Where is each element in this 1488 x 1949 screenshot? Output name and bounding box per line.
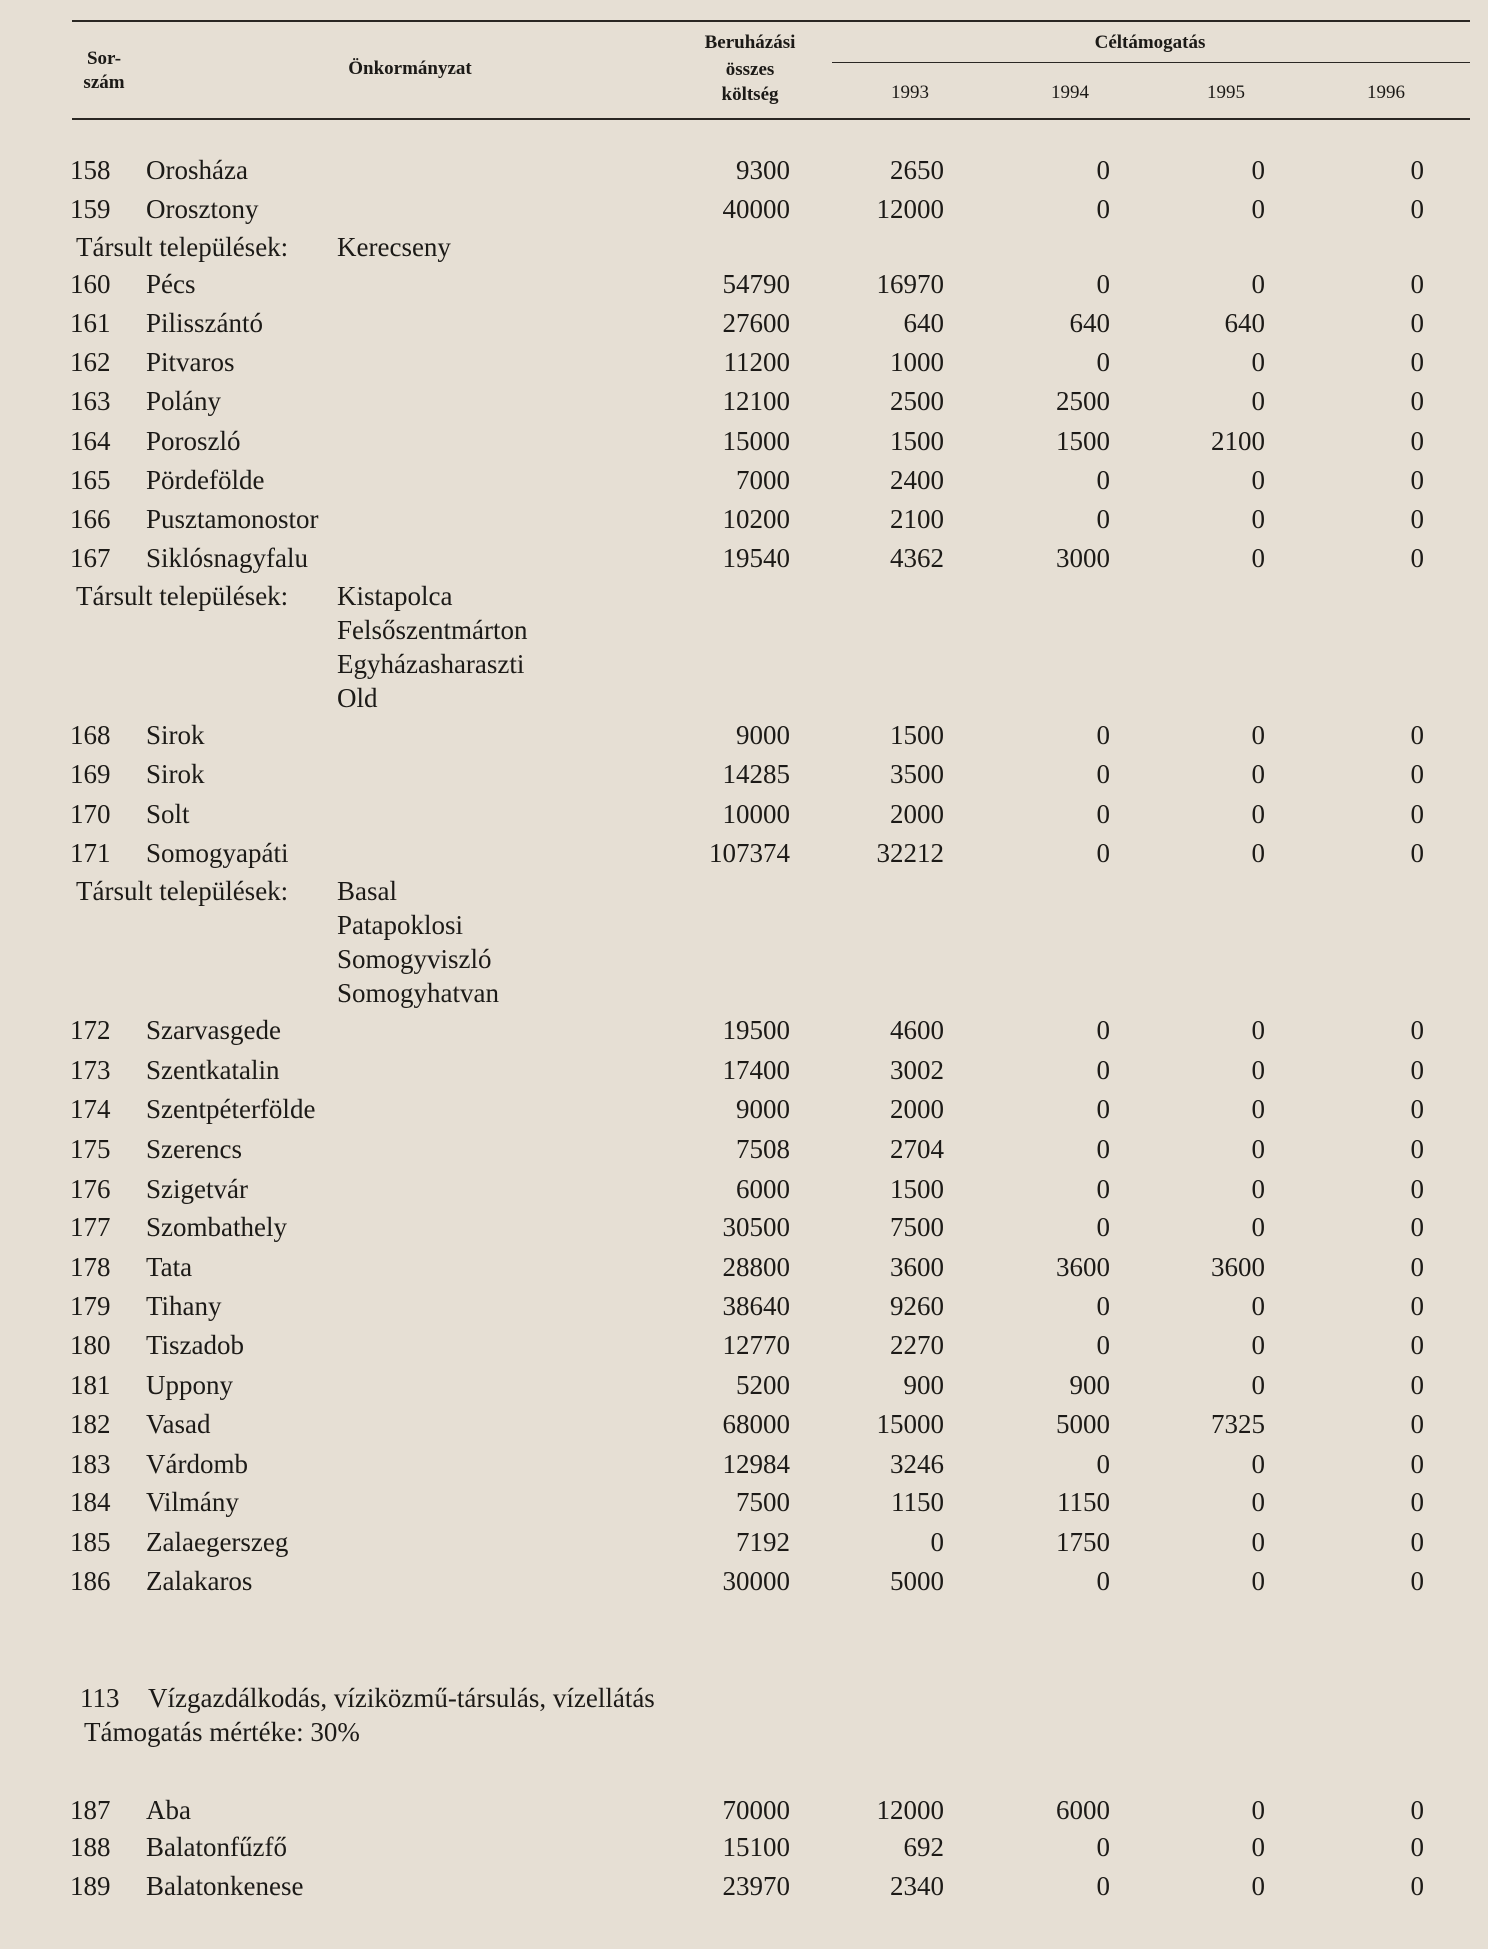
grant-1994: 5000 [1056,1409,1110,1439]
grant-1993: 4362 [890,543,944,573]
grant-1994: 0 [1096,720,1110,750]
grant-1996: 0 [1410,1871,1424,1901]
total-cost: 14285 [722,759,790,789]
grant-1995: 0 [1251,386,1265,416]
grant-1995: 0 [1251,759,1265,789]
grant-1993: 2650 [890,155,944,185]
row-number: 166 [70,504,111,534]
total-cost: 40000 [722,194,790,224]
grant-1995: 640 [1224,308,1265,338]
grant-1993: 3600 [890,1252,944,1282]
grant-1994: 2500 [1056,386,1110,416]
grant-1995: 0 [1251,1174,1265,1204]
grant-1996: 0 [1410,799,1424,829]
associated-settlement: Kistapolca [337,581,453,611]
row-number: 181 [70,1370,111,1400]
municipality-name: Pitvaros [146,347,235,377]
grant-1993: 12000 [876,194,944,224]
grant-1994: 1750 [1056,1527,1110,1557]
grant-1995: 0 [1251,1795,1265,1825]
grant-1993: 5000 [890,1566,944,1596]
total-cost: 70000 [722,1795,790,1825]
grant-1996: 0 [1410,347,1424,377]
grant-1994: 0 [1096,465,1110,495]
grant-1994: 0 [1096,194,1110,224]
grant-1994: 6000 [1056,1795,1110,1825]
municipality-name: Sirok [146,759,205,789]
total-cost: 10200 [722,504,790,534]
municipality-name: Orosztony [146,194,259,224]
grant-1994: 0 [1096,1566,1110,1596]
grant-1994: 1500 [1056,426,1110,456]
municipality-name: Szarvasgede [146,1015,281,1045]
municipality-name: Pécs [146,269,196,299]
section-title: Vízgazdálkodás, víziközmű-társulás, vízellátás [148,1683,655,1713]
municipality-name: Orosháza [146,155,248,185]
header-beruhazasi-3: költség [721,84,779,105]
associated-settlement: Basal [337,876,397,906]
grant-1994: 0 [1096,838,1110,868]
grant-1994: 900 [1069,1370,1110,1400]
grant-1993: 16970 [876,269,944,299]
municipality-name: Pilisszántó [146,308,264,338]
row-number: 171 [70,838,111,868]
total-cost: 5200 [736,1370,790,1400]
grant-1994: 640 [1069,308,1110,338]
grant-1996: 0 [1410,308,1424,338]
municipality-name: Szerencs [146,1134,242,1164]
row-number: 175 [70,1134,111,1164]
grant-1993: 2400 [890,465,944,495]
grant-1993: 0 [930,1527,944,1557]
total-cost: 12984 [722,1449,790,1479]
associated-settlement: Kerecseny [337,232,451,262]
grant-1993: 3002 [890,1055,944,1085]
total-cost: 17400 [722,1055,790,1085]
grant-1994: 0 [1096,1291,1110,1321]
row-number: 178 [70,1252,111,1282]
grant-1993: 3246 [890,1449,944,1479]
grant-1996: 0 [1410,720,1424,750]
grant-1993: 32212 [876,838,944,868]
associated-settlement: Patapoklosi [337,910,463,940]
row-number: 185 [70,1527,111,1557]
grant-1994: 0 [1096,799,1110,829]
total-cost: 68000 [722,1409,790,1439]
grant-1994: 0 [1096,1015,1110,1045]
total-cost: 12770 [722,1330,790,1360]
grant-1995: 0 [1251,1134,1265,1164]
grant-1996: 0 [1410,1409,1424,1439]
grant-1995: 0 [1251,347,1265,377]
total-cost: 54790 [722,269,790,299]
row-number: 177 [70,1212,111,1242]
total-cost: 9300 [736,155,790,185]
municipality-name: Zalakaros [146,1566,253,1596]
grant-1996: 0 [1410,194,1424,224]
grant-1995: 0 [1251,1566,1265,1596]
associated-settlement: Somogyhatvan [337,978,499,1008]
header-onkormanyzat: Önkormányzat [348,58,472,79]
municipality-name: Solt [146,799,190,829]
municipality-name: Zalaegerszeg [146,1527,289,1557]
header-celtamogatas: Céltámogatás [1094,32,1206,53]
row-number: 167 [70,543,111,573]
row-number: 187 [70,1795,111,1825]
grant-1996: 0 [1410,386,1424,416]
municipality-name: Uppony [146,1370,233,1400]
grant-1995: 7325 [1211,1409,1265,1439]
row-number: 189 [70,1871,111,1901]
grant-1993: 2704 [890,1134,944,1164]
grant-1993: 2000 [890,799,944,829]
grant-1996: 0 [1410,1795,1424,1825]
total-cost: 38640 [722,1291,790,1321]
associated-settlements-label: Társult települések: [76,232,289,262]
row-number: 173 [70,1055,111,1085]
grant-1994: 1150 [1057,1487,1110,1517]
municipality-name: Polány [146,386,222,416]
header-year-1993: 1993 [891,82,929,103]
row-number: 158 [70,155,111,185]
header-beruhazasi-2: összes [725,59,775,80]
row-number: 164 [70,426,111,456]
grant-1995: 0 [1251,1370,1265,1400]
grant-1994: 0 [1096,1832,1110,1862]
top-rule [72,20,1470,22]
grant-1993: 1500 [890,720,944,750]
municipality-name: Poroszló [146,426,241,456]
municipality-name: Szombathely [146,1212,287,1242]
grant-1993: 900 [903,1370,944,1400]
row-number: 174 [70,1094,111,1124]
grant-1993: 692 [903,1832,944,1862]
total-cost: 27600 [722,308,790,338]
grant-1995: 0 [1251,1449,1265,1479]
header-year-1995: 1995 [1207,82,1245,103]
section-rate: Támogatás mértéke: 30% [84,1717,360,1747]
row-number: 161 [70,308,111,338]
row-number: 169 [70,759,111,789]
total-cost: 30000 [722,1566,790,1596]
row-number: 160 [70,269,111,299]
total-cost: 107374 [709,838,790,868]
total-cost: 28800 [722,1252,790,1282]
row-number: 188 [70,1832,111,1862]
municipality-name: Balatonkenese [146,1871,304,1901]
grant-1996: 0 [1410,1291,1424,1321]
associated-settlements-label: Társult települések: [76,581,289,611]
grant-1993: 2000 [890,1094,944,1124]
grant-1995: 0 [1251,1487,1265,1517]
grant-1993: 2100 [890,504,944,534]
total-cost: 6000 [736,1174,790,1204]
row-number: 182 [70,1409,111,1439]
header-sorszam-2: szám [83,72,125,93]
grant-1996: 0 [1410,504,1424,534]
grant-1996: 0 [1410,1449,1424,1479]
grant-1996: 0 [1410,1212,1424,1242]
grant-1996: 0 [1410,1174,1424,1204]
grant-1993: 1000 [890,347,944,377]
row-number: 170 [70,799,111,829]
grant-1994: 0 [1096,1174,1110,1204]
grant-1996: 0 [1410,1566,1424,1596]
associated-settlement: Felsőszentmárton [337,615,528,645]
municipality-name: Pusztamonostor [146,504,319,534]
grant-1995: 0 [1251,838,1265,868]
row-number: 165 [70,465,111,495]
grant-1995: 0 [1251,1871,1265,1901]
grant-1995: 0 [1251,155,1265,185]
municipality-name: Somogyapáti [146,838,289,868]
grant-1994: 0 [1096,759,1110,789]
grant-1993: 2500 [890,386,944,416]
total-cost: 9000 [736,720,790,750]
municipality-name: Siklósnagyfalu [146,543,308,573]
grant-1995: 0 [1251,1015,1265,1045]
row-number: 168 [70,720,111,750]
grant-1994: 3600 [1056,1252,1110,1282]
grant-1995: 0 [1251,1330,1265,1360]
grant-1996: 0 [1410,1370,1424,1400]
row-number: 179 [70,1291,111,1321]
grant-1994: 0 [1096,155,1110,185]
header-bottom-rule [72,118,1470,120]
grant-1996: 0 [1410,465,1424,495]
grant-1996: 0 [1410,1832,1424,1862]
celtamogatas-rule [832,62,1470,63]
grant-1993: 4600 [890,1015,944,1045]
total-cost: 9000 [736,1094,790,1124]
total-cost: 19500 [722,1015,790,1045]
grant-1995: 0 [1251,720,1265,750]
total-cost: 10000 [722,799,790,829]
grant-1996: 0 [1410,426,1424,456]
total-cost: 12100 [722,386,790,416]
row-number: 183 [70,1449,111,1479]
total-cost: 7500 [736,1487,790,1517]
total-cost: 15000 [722,426,790,456]
municipality-name: Tata [146,1252,193,1282]
grant-1995: 0 [1251,799,1265,829]
grant-1993: 2340 [890,1871,944,1901]
total-cost: 19540 [722,543,790,573]
municipality-name: Szentkatalin [146,1055,280,1085]
municipality-name: Várdomb [146,1449,248,1479]
grant-1995: 2100 [1211,426,1265,456]
total-cost: 23970 [722,1871,790,1901]
total-cost: 7192 [736,1527,790,1557]
header-year-1994: 1994 [1051,82,1089,103]
grant-1995: 0 [1251,543,1265,573]
grant-1994: 0 [1096,347,1110,377]
header-beruhazasi-1: Beruházási [704,32,796,53]
grant-1996: 0 [1410,1487,1424,1517]
grant-1996: 0 [1410,543,1424,573]
grant-1993: 9260 [890,1291,944,1321]
grant-1996: 0 [1410,759,1424,789]
associated-settlements-label: Társult települések: [76,876,289,906]
municipality-name: Pördefölde [146,465,265,495]
grant-1996: 0 [1410,838,1424,868]
total-cost: 7508 [736,1134,790,1164]
grant-1995: 0 [1251,194,1265,224]
grant-1995: 0 [1251,1212,1265,1242]
grant-1994: 0 [1096,1055,1110,1085]
associated-settlement: Old [337,683,378,713]
row-number: 186 [70,1566,111,1596]
grant-1995: 0 [1251,1832,1265,1862]
grant-1994: 0 [1096,1212,1110,1242]
header-sorszam-1: Sor- [86,48,122,69]
row-number: 162 [70,347,111,377]
row-number: 176 [70,1174,111,1204]
grant-1993: 2270 [890,1330,944,1360]
grant-1993: 640 [903,308,944,338]
total-cost: 15100 [722,1832,790,1862]
municipality-name: Vilmány [146,1487,239,1517]
grant-1994: 0 [1096,1134,1110,1164]
municipality-name: Szentpéterfölde [146,1094,316,1124]
row-number: 172 [70,1015,111,1045]
total-cost: 30500 [722,1212,790,1242]
grant-1993: 7500 [890,1212,944,1242]
grant-1993: 1500 [890,1174,944,1204]
row-number: 180 [70,1330,111,1360]
grant-1995: 0 [1251,465,1265,495]
grant-1994: 0 [1096,1094,1110,1124]
grant-1996: 0 [1410,1134,1424,1164]
grant-1995: 0 [1251,1291,1265,1321]
municipality-name: Tihany [146,1291,222,1321]
grant-1994: 0 [1096,1449,1110,1479]
grant-1993: 1500 [890,426,944,456]
grant-1994: 0 [1096,1871,1110,1901]
grant-1995: 0 [1251,1527,1265,1557]
grant-1995: 0 [1251,269,1265,299]
grant-1993: 3500 [890,759,944,789]
header-year-1996: 1996 [1367,82,1405,103]
grant-1995: 0 [1251,504,1265,534]
municipality-name: Tiszadob [146,1330,245,1360]
grant-1993: 15000 [876,1409,944,1439]
row-number: 163 [70,386,111,416]
associated-settlement: Somogyviszló [337,944,492,974]
grant-1996: 0 [1410,1055,1424,1085]
grant-1996: 0 [1410,1527,1424,1557]
grant-1996: 0 [1410,155,1424,185]
municipality-name: Szigetvár [146,1174,248,1204]
grant-1994: 0 [1096,269,1110,299]
associated-settlement: Egyházasharaszti [337,649,525,679]
section-code: 113 [80,1683,120,1713]
total-cost: 7000 [736,465,790,495]
grant-1996: 0 [1410,1330,1424,1360]
row-number: 184 [70,1487,111,1517]
grant-1996: 0 [1410,1015,1424,1045]
grant-1994: 3000 [1056,543,1110,573]
grant-1995: 0 [1251,1055,1265,1085]
grant-1993: 12000 [876,1795,944,1825]
municipality-name: Vasad [146,1409,211,1439]
grant-1994: 0 [1096,1330,1110,1360]
municipality-name: Sirok [146,720,205,750]
grant-1995: 0 [1251,1094,1265,1124]
grant-1993: 1150 [891,1487,944,1517]
grant-1995: 3600 [1211,1252,1265,1282]
grant-1994: 0 [1096,504,1110,534]
grant-1996: 0 [1410,1094,1424,1124]
municipality-name: Balatonfűzfő [146,1832,287,1862]
grant-1996: 0 [1410,1252,1424,1282]
grant-1996: 0 [1410,269,1424,299]
row-number: 159 [70,194,111,224]
municipality-name: Aba [146,1795,191,1825]
total-cost: 11200 [723,347,790,377]
